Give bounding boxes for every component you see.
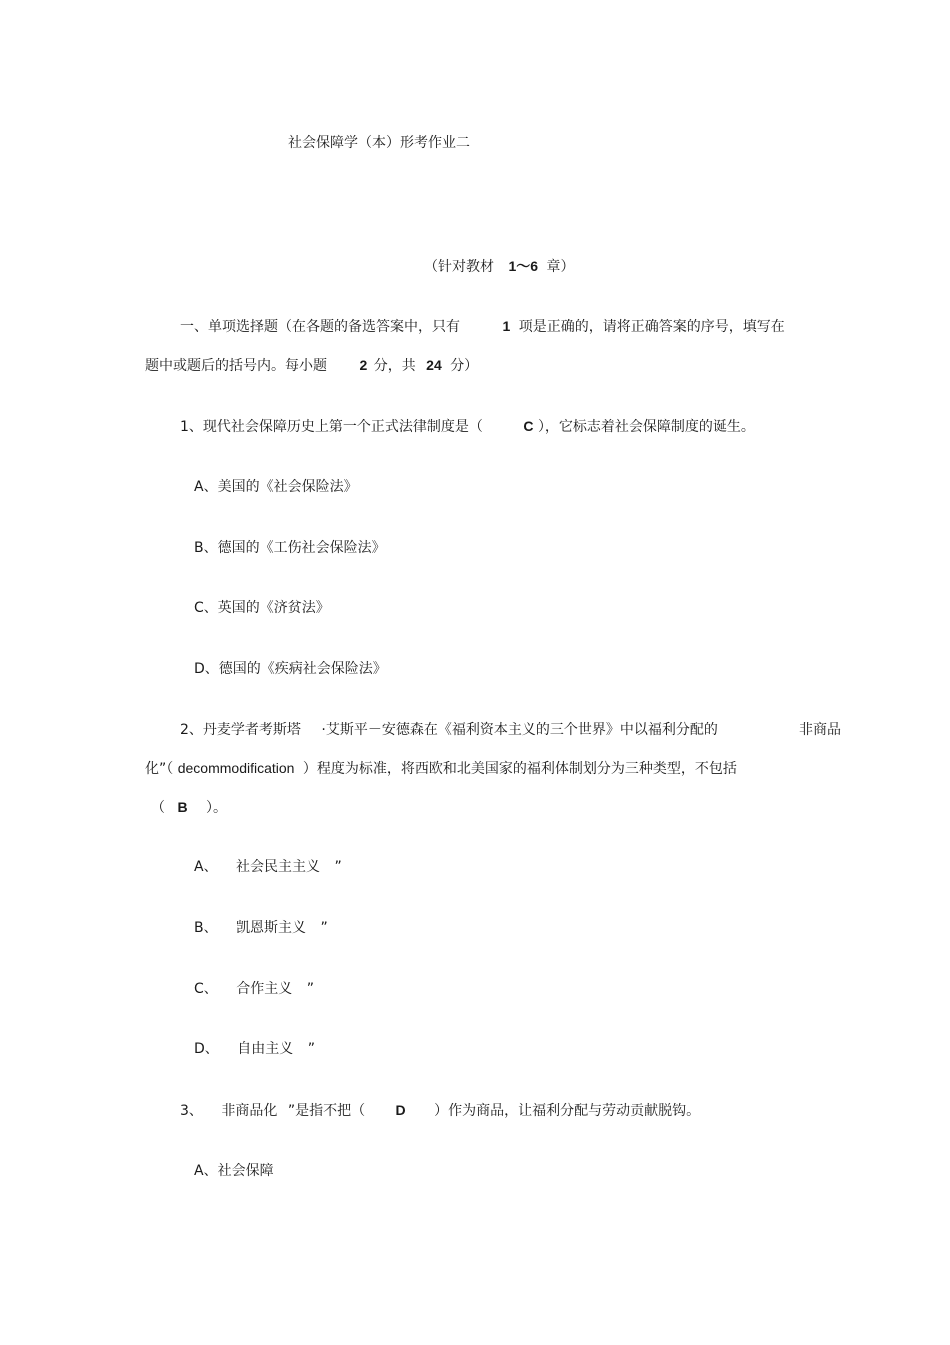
question-1-answer: C [523,418,534,434]
question-2-option-a [194,857,342,877]
section-answer-count: 1 [502,318,511,334]
question-2-option-b-letter: B、 [194,920,218,936]
question-1-text-a: 1、现代社会保障历史上第一个正式法律制度是（ [180,419,483,435]
question-2-text-c: 化”（ [145,761,174,777]
question-1-option-c: C、英国的《济贫法》 [194,600,330,616]
section-instructions-line2 [145,355,478,376]
question-2-option-b-text: 凯恩斯主义 [236,920,307,936]
question-1-text-b: ），它标志着社会保障制度的诞生。 [537,419,755,435]
section-instructions-text-e: 分） [450,358,479,374]
question-2-line2 [145,758,737,779]
question-2-option-c-quote: ” [306,981,314,997]
question-2-answer: B [177,799,188,815]
question-2-option-d-quote: ” [307,1041,315,1057]
question-1-stem [180,416,755,437]
question-2-option-b-quote: ” [320,920,328,936]
question-2-option-a-quote: ” [334,859,342,875]
question-3-answer: D [395,1102,406,1118]
question-2-close-paren: ）。 [206,800,228,816]
question-2-line1-end: 非商品 [799,722,841,738]
section-instructions-text-d: 分，共 [373,358,416,374]
question-2-option-d-letter: D、 [194,1041,219,1057]
question-2-option-c-text: 合作主义 [236,981,293,997]
section-instructions-line1 [180,316,785,337]
question-2-open-paren: （ [151,800,165,816]
question-3-option-a: A、社会保障 [194,1163,274,1179]
question-2-text-d: ）程度为标准，将西欧和北美国家的福利体制划分为三种类型，不包括 [302,761,737,777]
question-1-option-b: B、德国的《工伤社会保险法》 [194,540,386,556]
question-2-line3 [151,797,227,818]
scope-prefix: （针对教材 [424,259,494,275]
question-3-text-c: ）作为商品，让福利分配与劳动贡献脱钩。 [434,1103,701,1119]
section-instructions-text-a: 一、单项选择题（在各题的备选答案中，只有 [180,319,460,335]
question-2-option-b [194,918,328,938]
question-2-line1 [180,720,718,740]
question-1-option-d: D、德国的《疾病社会保险法》 [194,661,387,677]
scope-range: 1～6 [508,258,539,274]
question-2-option-a-text: 社会民主主义 [236,859,321,875]
question-2-text-b: ·艾斯平－安德森在《福利资本主义的三个世界》中以福利分配的 [321,722,718,738]
question-2-option-a-letter: A、 [194,859,218,875]
question-1-option-a: A、美国的《社会保险法》 [194,479,358,495]
scope-line [424,256,574,277]
section-points-total: 24 [426,357,442,373]
doc-title: 社会保障学（本）形考作业二 [288,135,470,151]
question-2-text-a: 2、丹麦学者考斯塔 [180,722,301,738]
question-3-stem [180,1100,700,1121]
question-2-option-d-text: 自由主义 [237,1041,294,1057]
question-3-text-a: 非商品化 [221,1103,278,1119]
question-2-option-d [194,1039,315,1059]
question-3-text-b: ”是指不把（ [287,1103,366,1119]
scope-suffix: 章） [546,259,575,275]
question-2-option-c [194,979,314,999]
question-2-option-c-letter: C、 [194,981,218,997]
section-instructions-text-b: 项是正确的，请将正确答案的序号，填写在 [518,319,785,335]
question-3-num: 3、 [180,1103,203,1119]
section-points-each: 2 [359,357,368,373]
section-instructions-text-c: 题中或题后的括号内。每小题 [145,358,327,374]
question-2-term: decommodification [177,760,295,776]
